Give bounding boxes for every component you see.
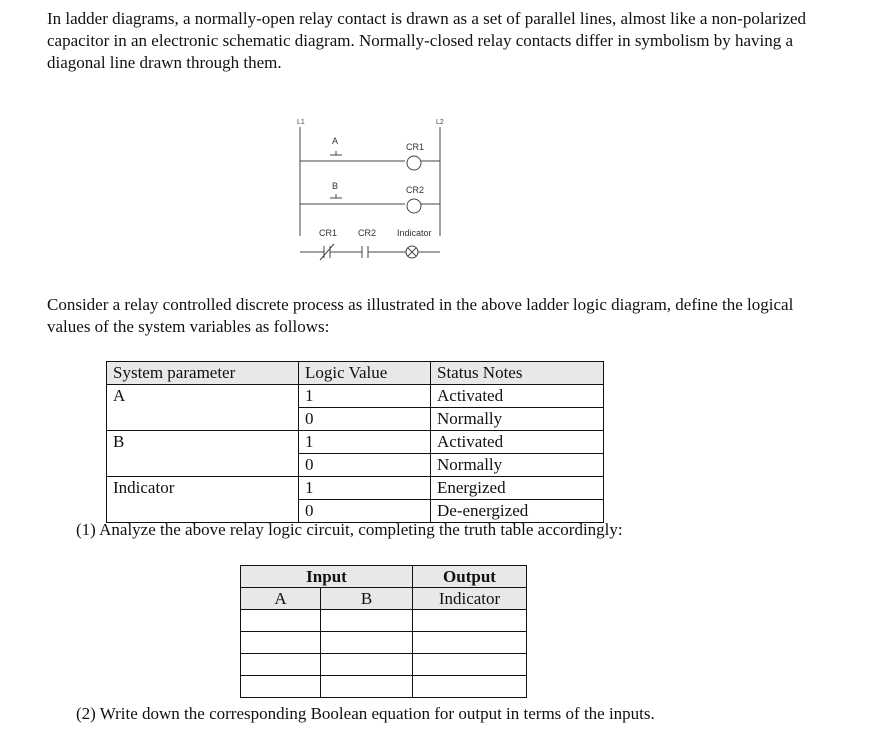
- truth-subheader-row: [241, 588, 527, 610]
- consider-paragraph: Consider a relay controlled discrete process as illustrated in the above ladder logic diagram, define the logical values of the system variables as follows:: [47, 295, 794, 336]
- col-indicator-header: Indicator: [413, 588, 527, 610]
- truth-cell-a[interactable]: [241, 610, 321, 632]
- header-logic-value: Logic Value: [299, 362, 431, 385]
- truth-cell-a[interactable]: [241, 632, 321, 654]
- table-row: B 1 Activated: [107, 431, 604, 454]
- truth-header-row: [241, 566, 527, 588]
- truth-cell-indicator[interactable]: [413, 676, 527, 698]
- truth-table: [240, 565, 527, 698]
- ladder-diagram: [290, 112, 460, 267]
- truth-cell-b[interactable]: [321, 610, 413, 632]
- table-row: 0 De-energized: [107, 500, 604, 523]
- truth-cell-a[interactable]: [241, 654, 321, 676]
- rung3-indicator-label: Indicator: [397, 228, 432, 238]
- contact-a-label: A: [332, 136, 339, 146]
- truth-cell-b[interactable]: [321, 632, 413, 654]
- rung3-cr2-label: CR2: [358, 228, 377, 238]
- truth-cell-indicator[interactable]: [413, 654, 527, 676]
- truth-cell-indicator[interactable]: [413, 632, 527, 654]
- rail-left-label: L1: [297, 119, 305, 126]
- intro-paragraph: In ladder diagrams, a normally-open relay contact is drawn as a set of parallel lines, almost like a non-polarized capacitor in an electronic schematic diagram. Normally-closed relay contacts differ in symbolism by having a diagonal line drawn through them.: [47, 9, 807, 72]
- header-status-notes: Status Notes: [431, 362, 604, 385]
- truth-row: [241, 610, 527, 632]
- coil-cr2-label: CR2: [406, 185, 425, 195]
- table-row: Indicator 1 Energized: [107, 477, 604, 500]
- table-row: 0 Normally: [107, 408, 604, 431]
- truth-cell-b[interactable]: [321, 654, 413, 676]
- table-row: A 1 Activated: [107, 385, 604, 408]
- contact-b-label: B: [332, 181, 339, 191]
- input-header: Input: [241, 566, 413, 588]
- coil-cr1-label: CR1: [406, 142, 425, 152]
- truth-row: [241, 654, 527, 676]
- table-header-row: [107, 362, 604, 385]
- output-header: Output: [413, 566, 527, 588]
- header-system-parameter: System parameter: [107, 362, 299, 385]
- coil-cr2: [407, 199, 421, 213]
- col-b-header: B: [321, 588, 413, 610]
- truth-cell-b[interactable]: [321, 676, 413, 698]
- truth-cell-a[interactable]: [241, 676, 321, 698]
- col-a-header: A: [241, 588, 321, 610]
- question-1: (1) Analyze the above relay logic circuit, completing the truth table accordingly:: [76, 520, 623, 539]
- truth-cell-indicator[interactable]: [413, 610, 527, 632]
- rung3-cr1-label: CR1: [319, 228, 338, 238]
- truth-row: [241, 632, 527, 654]
- coil-cr1: [407, 156, 421, 170]
- table-row: 0 Normally: [107, 454, 604, 477]
- rail-right-label: L2: [436, 119, 444, 126]
- system-parameter-table: [106, 361, 604, 523]
- truth-row: [241, 676, 527, 698]
- question-2: (2) Write down the corresponding Boolean equation for output in terms of the inputs.: [76, 704, 655, 723]
